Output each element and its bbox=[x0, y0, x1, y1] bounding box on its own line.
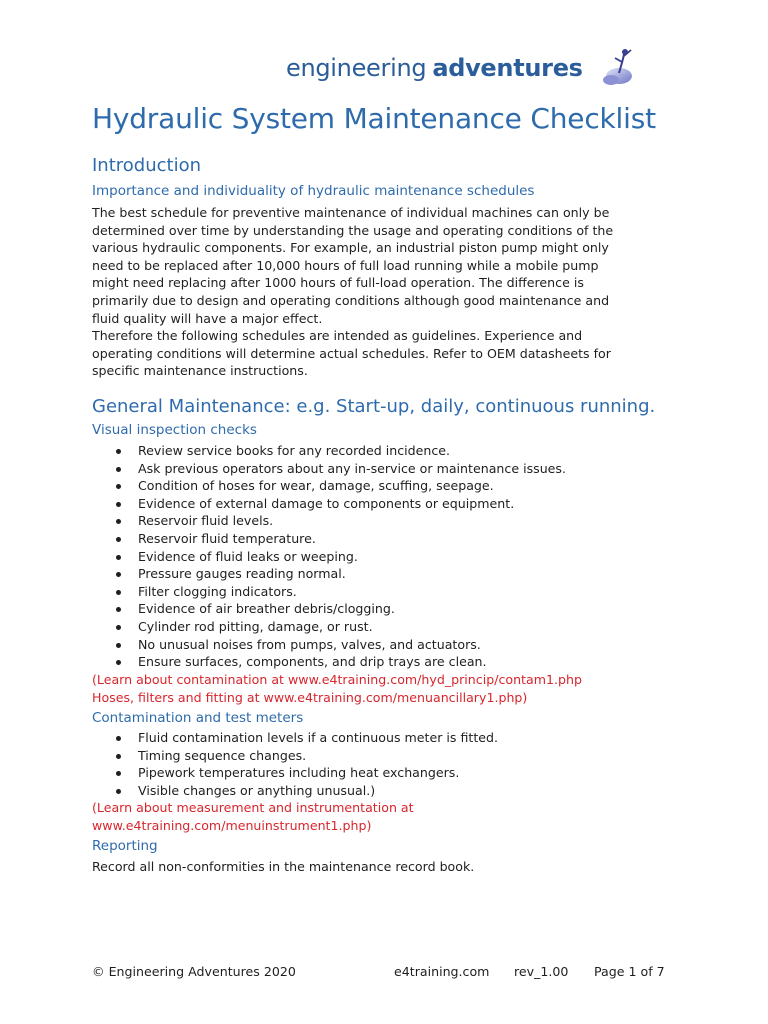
list-item-text: Evidence of external damage to components or equipment. bbox=[138, 495, 515, 511]
intro-line: fluid quality will have a major effect. bbox=[92, 310, 323, 326]
list-item-text: Visible changes or anything unusual.) bbox=[138, 782, 376, 798]
logo-word-adventures: adventures bbox=[432, 54, 583, 82]
list-item bbox=[92, 548, 566, 566]
list-item-text: Ask previous operators about any in-service or maintenance issues. bbox=[138, 460, 566, 476]
bullet-icon bbox=[116, 502, 121, 507]
introduction-heading: Introduction bbox=[92, 155, 202, 176]
list-item-text: Ensure surfaces, components, and drip trays are clean. bbox=[138, 654, 487, 670]
list-item-text: Reservoir fluid temperature. bbox=[138, 530, 316, 546]
link-note-line[interactable]: (Learn about contamination at www.e4training.com/hyd_princip/contam1.php bbox=[92, 672, 582, 687]
link-note-line[interactable]: Hoses, filters and fitting at www.e4training.com/menuancillary1.php) bbox=[92, 689, 528, 705]
contamination-heading: Contamination and test meters bbox=[92, 710, 304, 726]
list-item bbox=[92, 636, 566, 654]
list-item bbox=[92, 583, 566, 601]
intro-line: The best schedule for preventive maintenance of individual machines can only be bbox=[92, 205, 610, 220]
intro-line: might need replacing after 1000 hours of full-load operation. The difference is bbox=[92, 275, 584, 291]
logo-wordmark bbox=[286, 54, 583, 82]
bullet-icon bbox=[116, 555, 121, 560]
list-item bbox=[92, 477, 566, 495]
intro-line: specific maintenance instructions. bbox=[92, 363, 308, 379]
bullet-icon bbox=[116, 590, 121, 595]
intro-line: Therefore the following schedules are intended as guidelines. Experience and bbox=[92, 328, 583, 343]
reporting-text bbox=[92, 858, 672, 876]
list-item-text: Pipework temperatures including heat exchangers. bbox=[138, 765, 460, 781]
document-title: Hydraulic System Maintenance Checklist bbox=[92, 102, 656, 135]
intro-line: operating conditions will determine actual schedules. Refer to OEM datasheets for bbox=[92, 345, 611, 361]
intro-line: various hydraulic components. For example, an industrial piston pump might only bbox=[92, 240, 609, 256]
logo-figure-icon bbox=[597, 46, 637, 90]
visual-inspection-heading: Visual inspection checks bbox=[92, 422, 257, 438]
list-item bbox=[92, 495, 566, 513]
list-item-text: Cylinder rod pitting, damage, or rust. bbox=[138, 618, 373, 634]
importance-subheading: Importance and individuality of hydraulic maintenance schedules bbox=[92, 183, 535, 199]
intro-line: need to be replaced after 10,000 hours of full load running while a mobile pump bbox=[92, 257, 599, 273]
logo-word-engineering: engineering bbox=[286, 54, 427, 82]
intro-paragraph-2 bbox=[92, 327, 672, 380]
list-item bbox=[92, 764, 498, 782]
general-maintenance-heading: General Maintenance: e.g. Start-up, daily, continuous running. bbox=[92, 396, 656, 417]
visual-inspection-list bbox=[92, 442, 566, 671]
contamination-list bbox=[92, 729, 498, 799]
bullet-icon bbox=[116, 736, 121, 741]
intro-paragraph-1 bbox=[92, 204, 672, 327]
intro-line: primarily due to design and operating conditions although good maintenance and bbox=[92, 292, 610, 308]
contamination-links-note bbox=[92, 671, 582, 706]
list-item-text: Review service books for any recorded incidence. bbox=[138, 443, 451, 458]
link-note-line[interactable]: (Learn about measurement and instrumentation at bbox=[92, 800, 414, 815]
bullet-icon bbox=[116, 771, 121, 776]
bullet-icon bbox=[116, 519, 121, 524]
list-item bbox=[92, 442, 566, 460]
bullet-icon bbox=[116, 607, 121, 612]
bullet-icon bbox=[116, 449, 121, 454]
link-note-line[interactable]: www.e4training.com/menuinstrument1.php) bbox=[92, 817, 372, 833]
list-item-text: No unusual noises from pumps, valves, and actuators. bbox=[138, 636, 481, 652]
list-item bbox=[92, 565, 566, 583]
list-item bbox=[92, 512, 566, 530]
bullet-icon bbox=[116, 660, 121, 665]
list-item-text: Filter clogging indicators. bbox=[138, 583, 297, 599]
footer-page-number: Page 1 of 7 bbox=[594, 964, 665, 979]
bullet-icon bbox=[116, 572, 121, 577]
footer-revision: rev_1.00 bbox=[514, 964, 569, 979]
bullet-icon bbox=[116, 643, 121, 648]
list-item-text: Evidence of fluid leaks or weeping. bbox=[138, 548, 358, 564]
brand-logo bbox=[286, 46, 637, 90]
list-item-text: Fluid contamination levels if a continuous meter is fitted. bbox=[138, 730, 499, 745]
bullet-icon bbox=[116, 467, 121, 472]
list-item bbox=[92, 530, 566, 548]
list-item-text: Pressure gauges reading normal. bbox=[138, 566, 346, 582]
list-item bbox=[92, 600, 566, 618]
footer-copyright: © Engineering Adventures 2020 bbox=[92, 964, 296, 979]
reporting-line: Record all non-conformities in the maintenance record book. bbox=[92, 859, 475, 874]
bullet-icon bbox=[116, 625, 121, 630]
list-item-text: Condition of hoses for wear, damage, scuffing, seepage. bbox=[138, 478, 494, 494]
bullet-icon bbox=[116, 754, 121, 759]
list-item-text: Evidence of air breather debris/clogging. bbox=[138, 601, 395, 617]
list-item bbox=[92, 618, 566, 636]
intro-line: determined over time by understanding the usage and operating conditions of the bbox=[92, 222, 614, 238]
list-item bbox=[92, 653, 566, 671]
list-item bbox=[92, 747, 498, 765]
footer-site[interactable]: e4training.com bbox=[394, 964, 490, 979]
list-item-text: Timing sequence changes. bbox=[138, 747, 307, 763]
list-item bbox=[92, 729, 498, 747]
reporting-heading: Reporting bbox=[92, 838, 158, 854]
list-item bbox=[92, 782, 498, 800]
list-item bbox=[92, 460, 566, 478]
bullet-icon bbox=[116, 484, 121, 489]
instrumentation-links-note bbox=[92, 799, 414, 834]
bullet-icon bbox=[116, 789, 121, 794]
list-item-text: Reservoir fluid levels. bbox=[138, 513, 274, 529]
bullet-icon bbox=[116, 537, 121, 542]
